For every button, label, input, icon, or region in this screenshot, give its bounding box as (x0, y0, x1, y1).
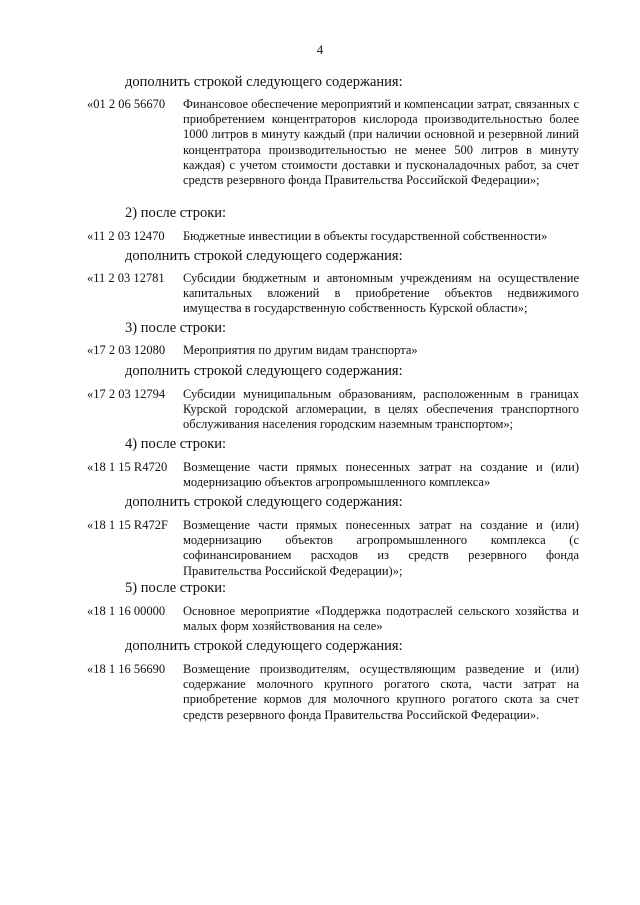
budget-code: «18 1 15 R472F (87, 518, 168, 532)
instruction-line: дополнить строкой следующего содержания: (125, 638, 403, 654)
instruction-line: дополнить строкой следующего содержания: (125, 74, 403, 90)
expense-description: Мероприятия по другим видам транспорта» (183, 343, 418, 357)
budget-code: «01 2 06 56670 (87, 97, 166, 111)
expense-description: Субсидии бюджетным и автономным учреждениям на осуществление капитальных вложений в приобретение объектов недвижимого имущества в государственную собственность Курской области»; (183, 271, 579, 316)
budget-code: «11 2 03 12781 (87, 271, 165, 285)
budget-code: «17 2 03 12080 (87, 343, 166, 357)
expense-description: Субсидии муниципальным образованиям, расположенным в границах Курской городской агломерации, в целях обеспечения транспортного обслуживания населения городским наземным транспортом»; (183, 387, 579, 432)
expense-description: Возмещение части прямых понесенных затрат на создание и (или) модернизацию объектов агропромышленного комплекса (с софинансированием расходов из средств резервного фонда Правительства Российской Федерации)»; (183, 518, 579, 578)
instruction-line: дополнить строкой следующего содержания: (125, 248, 403, 264)
expense-description: Основное мероприятие «Поддержка подотраслей сельского хозяйства и малых форм хозяйствования на селе» (183, 604, 579, 634)
budget-code: «17 2 03 12794 (87, 387, 166, 401)
budget-code: «11 2 03 12470 (87, 229, 165, 243)
budget-code: «18 1 16 56690 (87, 662, 166, 676)
instruction-line: 3) после строки: (125, 320, 227, 336)
page-number: 4 (316, 42, 324, 57)
instruction-line: дополнить строкой следующего содержания: (125, 363, 403, 379)
expense-description: Бюджетные инвестиции в объекты государственной собственности» (183, 229, 548, 243)
budget-code: «18 1 15 R4720 (87, 460, 168, 474)
budget-code: «18 1 16 00000 (87, 604, 166, 618)
instruction-line: дополнить строкой следующего содержания: (125, 494, 403, 510)
instruction-line: 4) после строки: (125, 436, 227, 452)
expense-description: Возмещение производителям, осуществляющим разведение и (или) содержание молочного крупного рогатого скота, части затрат на приобретение кормов для молочного крупного рогатого скота за счет средств резервного фонда Правительства Российской Федерации». (183, 662, 579, 722)
expense-description: Финансовое обеспечение мероприятий и компенсации затрат, связанных с приобретением концентраторов кислорода производительностью более 1000 литров в минуту каждый (при наличии основной и резервной линий концентратора производительностью не менее 500 литров в минуту каждая) с учетом стоимости доставки и пусконаладочных работ, за счет средств резервного фонда Правительства Российской Федерации»; (183, 97, 579, 188)
expense-description: Возмещение части прямых понесенных затрат на создание и (или) модернизацию объектов агропромышленного комплекса» (183, 460, 579, 490)
instruction-line: 2) после строки: (125, 205, 227, 221)
instruction-line: 5) после строки: (125, 580, 227, 596)
